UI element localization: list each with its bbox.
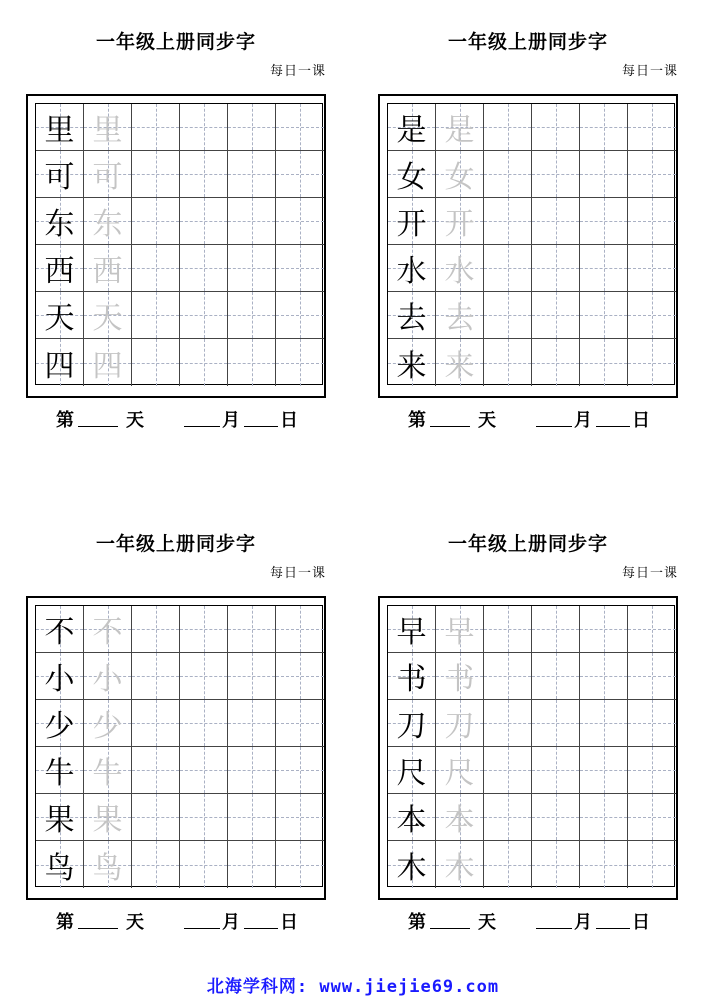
blank-practice-cell bbox=[484, 245, 532, 292]
blank-practice-cell bbox=[628, 104, 676, 151]
panel-title: 一年级上册同步字 bbox=[95, 31, 256, 53]
blank-practice-cell bbox=[228, 245, 276, 292]
model-character: 西 bbox=[44, 254, 75, 289]
blank-practice-cell bbox=[276, 198, 324, 245]
blank-practice-cell bbox=[276, 794, 324, 841]
date-label: 日 bbox=[632, 410, 650, 431]
practice-panel bbox=[378, 28, 678, 448]
practice-frame bbox=[378, 596, 678, 900]
blank-practice-cell bbox=[628, 292, 676, 339]
model-char-cell bbox=[36, 151, 84, 198]
model-char-cell bbox=[36, 700, 84, 747]
panel-subtitle: 每日一课 bbox=[269, 566, 326, 581]
trace-character: 去 bbox=[444, 301, 475, 336]
model-character: 牛 bbox=[44, 756, 75, 791]
blank-practice-cell bbox=[580, 104, 628, 151]
model-character: 来 bbox=[396, 348, 427, 384]
trace-character: 西 bbox=[92, 254, 123, 289]
practice-panel bbox=[26, 28, 326, 448]
date-prefix-label: 第 bbox=[56, 912, 74, 933]
blank-practice-cell bbox=[628, 841, 676, 888]
model-char-cell bbox=[36, 653, 84, 700]
model-character: 少 bbox=[44, 709, 75, 744]
panel-title: 一年级上册同步字 bbox=[95, 533, 256, 555]
model-char-cell bbox=[36, 339, 84, 386]
trace-char-cell bbox=[84, 653, 132, 700]
model-char-cell bbox=[36, 104, 84, 151]
blank-practice-cell bbox=[180, 606, 228, 653]
model-character: 尺 bbox=[396, 756, 427, 791]
blank-practice-cell bbox=[180, 700, 228, 747]
month-label: 月 bbox=[574, 912, 592, 933]
trace-char-cell bbox=[84, 104, 132, 151]
blank-practice-cell bbox=[180, 198, 228, 245]
day-label: 天 bbox=[126, 912, 144, 933]
blank-practice-cell bbox=[276, 339, 324, 386]
blank-practice-cell bbox=[532, 606, 580, 653]
trace-char-cell bbox=[84, 747, 132, 794]
blank-practice-cell bbox=[228, 747, 276, 794]
practice-frame bbox=[26, 596, 326, 900]
blank-practice-cell bbox=[132, 292, 180, 339]
trace-character: 小 bbox=[92, 662, 123, 697]
panel-subtitle: 每日一课 bbox=[269, 64, 326, 79]
month-blank[interactable] bbox=[536, 908, 572, 929]
blank-practice-cell bbox=[628, 747, 676, 794]
blank-practice-cell bbox=[628, 245, 676, 292]
blank-practice-cell bbox=[580, 606, 628, 653]
model-char-cell bbox=[388, 700, 436, 747]
blank-practice-cell bbox=[628, 151, 676, 198]
blank-practice-cell bbox=[132, 747, 180, 794]
month-label: 月 bbox=[222, 410, 240, 431]
model-character: 水 bbox=[396, 254, 427, 289]
trace-character: 鸟 bbox=[92, 850, 123, 886]
blank-practice-cell bbox=[180, 245, 228, 292]
blank-practice-cell bbox=[484, 841, 532, 888]
blank-practice-cell bbox=[276, 245, 324, 292]
blank-practice-cell bbox=[532, 339, 580, 386]
blank-practice-cell bbox=[180, 747, 228, 794]
day-label: 天 bbox=[478, 410, 496, 431]
blank-practice-cell bbox=[580, 339, 628, 386]
blank-practice-cell bbox=[180, 151, 228, 198]
trace-character: 本 bbox=[444, 803, 475, 838]
blank-practice-cell bbox=[532, 747, 580, 794]
month-label: 月 bbox=[222, 912, 240, 933]
model-character: 本 bbox=[396, 803, 427, 838]
trace-character: 少 bbox=[92, 709, 123, 744]
practice-frame bbox=[26, 94, 326, 398]
day-number-blank[interactable] bbox=[430, 406, 470, 427]
blank-practice-cell bbox=[484, 292, 532, 339]
blank-practice-cell bbox=[580, 841, 628, 888]
blank-practice-cell bbox=[628, 794, 676, 841]
trace-char-cell bbox=[84, 292, 132, 339]
trace-char-cell bbox=[436, 841, 484, 888]
model-character: 里 bbox=[44, 113, 75, 148]
site-footer: 北海学科网: www.jiejie69.com bbox=[206, 977, 500, 997]
model-character: 早 bbox=[396, 615, 427, 650]
date-label: 日 bbox=[632, 912, 650, 933]
blank-practice-cell bbox=[532, 292, 580, 339]
trace-character: 开 bbox=[444, 207, 475, 242]
blank-practice-cell bbox=[180, 292, 228, 339]
blank-practice-cell bbox=[628, 653, 676, 700]
trace-character: 里 bbox=[92, 113, 123, 148]
day-number-blank[interactable] bbox=[78, 406, 118, 427]
blank-practice-cell bbox=[180, 104, 228, 151]
tianzige-grid bbox=[35, 605, 323, 887]
trace-char-cell bbox=[84, 700, 132, 747]
day-number-blank[interactable] bbox=[430, 908, 470, 929]
date-blank[interactable] bbox=[596, 908, 630, 929]
model-character: 果 bbox=[44, 803, 75, 838]
blank-practice-cell bbox=[532, 653, 580, 700]
trace-character: 刀 bbox=[444, 709, 475, 744]
blank-practice-cell bbox=[228, 700, 276, 747]
blank-practice-cell bbox=[484, 700, 532, 747]
trace-char-cell bbox=[84, 339, 132, 386]
model-char-cell bbox=[388, 606, 436, 653]
trace-char-cell bbox=[436, 794, 484, 841]
blank-practice-cell bbox=[580, 747, 628, 794]
tianzige-grid bbox=[35, 103, 323, 385]
blank-practice-cell bbox=[228, 198, 276, 245]
trace-char-cell bbox=[436, 151, 484, 198]
blank-practice-cell bbox=[628, 700, 676, 747]
month-label: 月 bbox=[574, 410, 592, 431]
model-char-cell bbox=[388, 747, 436, 794]
blank-practice-cell bbox=[132, 606, 180, 653]
blank-practice-cell bbox=[580, 198, 628, 245]
blank-practice-cell bbox=[484, 339, 532, 386]
model-char-cell bbox=[388, 245, 436, 292]
month-blank[interactable] bbox=[184, 908, 220, 929]
date-prefix-label: 第 bbox=[408, 912, 426, 933]
blank-practice-cell bbox=[484, 653, 532, 700]
blank-practice-cell bbox=[532, 104, 580, 151]
date-label: 日 bbox=[280, 410, 298, 431]
blank-practice-cell bbox=[132, 245, 180, 292]
blank-practice-cell bbox=[228, 104, 276, 151]
trace-char-cell bbox=[436, 700, 484, 747]
trace-character: 不 bbox=[92, 615, 123, 650]
panel-subtitle: 每日一课 bbox=[621, 64, 678, 79]
trace-character: 早 bbox=[444, 615, 475, 650]
trace-char-cell bbox=[436, 104, 484, 151]
date-line bbox=[26, 406, 326, 436]
blank-practice-cell bbox=[580, 245, 628, 292]
tianzige-grid bbox=[387, 103, 675, 385]
trace-char-cell bbox=[436, 198, 484, 245]
trace-character: 水 bbox=[444, 254, 475, 289]
blank-practice-cell bbox=[276, 606, 324, 653]
day-label: 天 bbox=[478, 912, 496, 933]
blank-practice-cell bbox=[132, 794, 180, 841]
blank-practice-cell bbox=[180, 339, 228, 386]
model-char-cell bbox=[388, 339, 436, 386]
day-number-blank[interactable] bbox=[78, 908, 118, 929]
blank-practice-cell bbox=[132, 653, 180, 700]
model-character: 可 bbox=[44, 160, 75, 195]
trace-char-cell bbox=[436, 245, 484, 292]
trace-character: 果 bbox=[92, 803, 123, 838]
trace-char-cell bbox=[84, 606, 132, 653]
blank-practice-cell bbox=[580, 653, 628, 700]
trace-character: 书 bbox=[444, 662, 475, 697]
date-label: 日 bbox=[280, 912, 298, 933]
blank-practice-cell bbox=[132, 700, 180, 747]
model-character: 四 bbox=[44, 348, 75, 384]
month-blank[interactable] bbox=[536, 406, 572, 427]
date-line bbox=[26, 908, 326, 938]
blank-practice-cell bbox=[484, 606, 532, 653]
trace-character: 尺 bbox=[444, 756, 475, 791]
trace-character: 可 bbox=[92, 160, 123, 195]
blank-practice-cell bbox=[132, 198, 180, 245]
trace-char-cell bbox=[436, 653, 484, 700]
blank-practice-cell bbox=[276, 292, 324, 339]
model-char-cell bbox=[36, 794, 84, 841]
blank-practice-cell bbox=[580, 700, 628, 747]
blank-practice-cell bbox=[628, 606, 676, 653]
panel-title: 一年级上册同步字 bbox=[447, 31, 608, 53]
model-char-cell bbox=[388, 104, 436, 151]
model-char-cell bbox=[388, 151, 436, 198]
trace-char-cell bbox=[84, 841, 132, 888]
model-character: 刀 bbox=[396, 709, 427, 744]
panel-subtitle: 每日一课 bbox=[621, 566, 678, 581]
blank-practice-cell bbox=[484, 794, 532, 841]
date-blank[interactable] bbox=[596, 406, 630, 427]
practice-frame bbox=[378, 94, 678, 398]
model-char-cell bbox=[388, 794, 436, 841]
blank-practice-cell bbox=[532, 700, 580, 747]
model-char-cell bbox=[388, 198, 436, 245]
day-label: 天 bbox=[126, 410, 144, 431]
blank-practice-cell bbox=[532, 245, 580, 292]
model-char-cell bbox=[36, 245, 84, 292]
model-character: 开 bbox=[396, 207, 427, 242]
blank-practice-cell bbox=[484, 198, 532, 245]
blank-practice-cell bbox=[276, 653, 324, 700]
model-character: 天 bbox=[44, 301, 75, 336]
model-character: 去 bbox=[396, 301, 427, 336]
model-character: 不 bbox=[44, 615, 75, 650]
model-char-cell bbox=[388, 841, 436, 888]
blank-practice-cell bbox=[532, 794, 580, 841]
blank-practice-cell bbox=[532, 198, 580, 245]
practice-panel bbox=[26, 530, 326, 950]
blank-practice-cell bbox=[228, 653, 276, 700]
date-line bbox=[378, 908, 678, 938]
trace-char-cell bbox=[436, 606, 484, 653]
blank-practice-cell bbox=[228, 794, 276, 841]
blank-practice-cell bbox=[132, 339, 180, 386]
date-prefix-label: 第 bbox=[56, 410, 74, 431]
model-char-cell bbox=[388, 653, 436, 700]
blank-practice-cell bbox=[580, 151, 628, 198]
practice-panel bbox=[378, 530, 678, 950]
date-blank[interactable] bbox=[244, 908, 278, 929]
blank-practice-cell bbox=[628, 339, 676, 386]
blank-practice-cell bbox=[276, 151, 324, 198]
blank-practice-cell bbox=[132, 104, 180, 151]
blank-practice-cell bbox=[180, 841, 228, 888]
trace-character: 东 bbox=[92, 207, 123, 242]
model-char-cell bbox=[36, 841, 84, 888]
blank-practice-cell bbox=[228, 841, 276, 888]
blank-practice-cell bbox=[180, 653, 228, 700]
blank-practice-cell bbox=[628, 198, 676, 245]
trace-char-cell bbox=[84, 151, 132, 198]
blank-practice-cell bbox=[180, 794, 228, 841]
model-character: 书 bbox=[396, 662, 427, 697]
model-character: 是 bbox=[396, 113, 427, 148]
trace-char-cell bbox=[436, 339, 484, 386]
panel-title: 一年级上册同步字 bbox=[447, 533, 608, 555]
trace-char-cell bbox=[84, 794, 132, 841]
date-line bbox=[378, 406, 678, 436]
model-char-cell bbox=[36, 747, 84, 794]
trace-char-cell bbox=[84, 198, 132, 245]
trace-character: 女 bbox=[444, 160, 475, 195]
date-blank[interactable] bbox=[244, 406, 278, 427]
trace-character: 木 bbox=[444, 850, 475, 886]
model-character: 女 bbox=[396, 160, 427, 195]
model-char-cell bbox=[36, 606, 84, 653]
blank-practice-cell bbox=[580, 794, 628, 841]
trace-character: 四 bbox=[92, 348, 123, 384]
month-blank[interactable] bbox=[184, 406, 220, 427]
trace-character: 是 bbox=[444, 113, 475, 148]
blank-practice-cell bbox=[580, 292, 628, 339]
tianzige-grid bbox=[387, 605, 675, 887]
blank-practice-cell bbox=[484, 151, 532, 198]
blank-practice-cell bbox=[228, 339, 276, 386]
trace-char-cell bbox=[84, 245, 132, 292]
model-char-cell bbox=[388, 292, 436, 339]
blank-practice-cell bbox=[132, 151, 180, 198]
blank-practice-cell bbox=[276, 104, 324, 151]
blank-practice-cell bbox=[276, 700, 324, 747]
trace-char-cell bbox=[436, 292, 484, 339]
blank-practice-cell bbox=[484, 104, 532, 151]
blank-practice-cell bbox=[228, 292, 276, 339]
blank-practice-cell bbox=[228, 151, 276, 198]
blank-practice-cell bbox=[532, 841, 580, 888]
blank-practice-cell bbox=[132, 841, 180, 888]
blank-practice-cell bbox=[276, 841, 324, 888]
blank-practice-cell bbox=[532, 151, 580, 198]
model-character: 小 bbox=[44, 662, 75, 697]
trace-character: 牛 bbox=[92, 756, 123, 791]
trace-char-cell bbox=[436, 747, 484, 794]
model-character: 东 bbox=[44, 207, 75, 242]
blank-practice-cell bbox=[484, 747, 532, 794]
trace-character: 来 bbox=[444, 348, 475, 384]
model-character: 木 bbox=[396, 850, 427, 886]
date-prefix-label: 第 bbox=[408, 410, 426, 431]
blank-practice-cell bbox=[228, 606, 276, 653]
model-char-cell bbox=[36, 198, 84, 245]
model-char-cell bbox=[36, 292, 84, 339]
model-character: 鸟 bbox=[44, 850, 75, 886]
trace-character: 天 bbox=[92, 301, 123, 336]
blank-practice-cell bbox=[276, 747, 324, 794]
